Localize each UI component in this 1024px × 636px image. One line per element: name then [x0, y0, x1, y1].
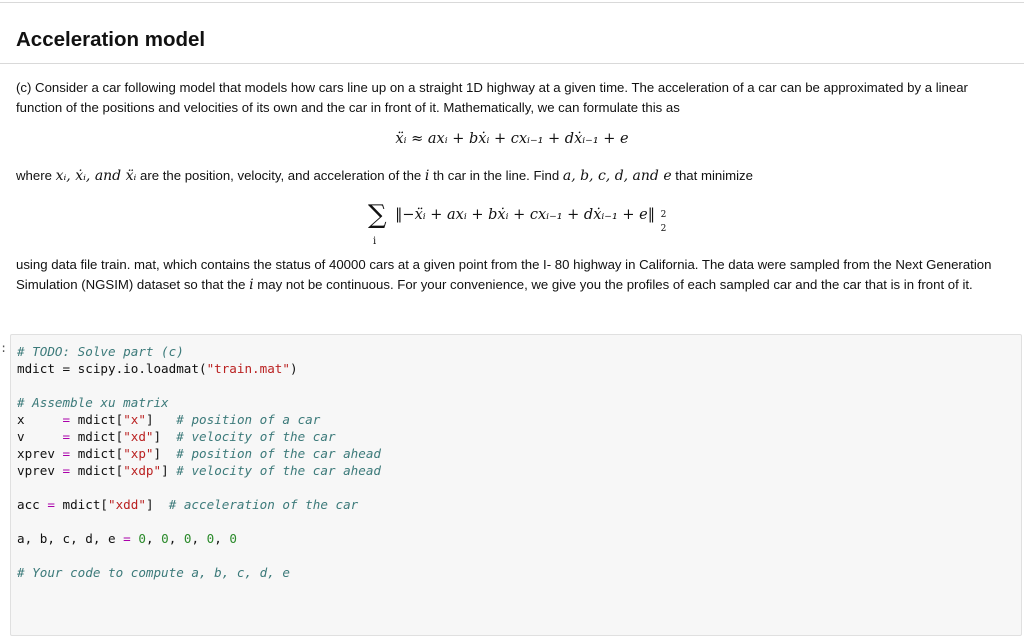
sum-index: i [373, 236, 377, 247]
equation-objective-text: ‖−ẍᵢ + axᵢ + bẋᵢ + cxᵢ₋₁ + dẋᵢ₋₁ + e‖ [395, 207, 655, 223]
variables-math: xᵢ, ẋᵢ, and ẍᵢ [55, 168, 137, 184]
assign-row: v = mdict["xd"] # velocity of the car [17, 429, 336, 444]
intro-paragraph: (c) Consider a car following model that models how cars line up on a straight 1D highway at a given time. The acceleration of a car can be approximated by a linear function of the positions and velocities of its own and the car in front of it. Mathematically, we can formulate this as [16, 80, 968, 115]
dataset-paragraph: using data file train. mat, which contains the status of 40000 cars at a given point from the I- 80 highway in California. The data were sampled from the Next Generation Simulation (NGSIM) dataset so that the i may not be continuous. For your convenience, we give you the profiles of each sampled car and the car that is in front of it. [16, 257, 992, 293]
code-editor[interactable]: # TODO: Solve part (c) mdict = scipy.io.loadmat("train.mat") # Assemble xu matrix x = mdict["x"] # position of a car v = mdict["xd"] # velocity of the car xprev = mdict["xp"] # position of the car ahead vprev = mdict["xdp"] # velocity of the car ahead acc = mdict["xdd"] # acceleration of the car a, b, c, d, e = 0, 0, 0, 0, 0 # Your code to compute a, b, c, d, e [17, 344, 382, 580]
parameters-math: a, b, c, d, and e [562, 168, 672, 184]
equation-model [0, 131, 1024, 147]
norm-order: 2 [660, 224, 667, 234]
acc-row: acc = mdict["xdd"] # acceleration of the car [17, 497, 359, 512]
comment-compute: # Your code to compute a, b, c, d, e [17, 565, 290, 580]
equation-objective [368, 196, 670, 247]
train-file-string: "train.mat" [206, 361, 290, 376]
init-row: a, b, c, d, e = 0, 0, 0, 0, 0 [17, 531, 238, 546]
assign-row: xprev = mdict["xp"] # position of the car ahead [17, 446, 382, 461]
equation-model-text: ẍᵢ ≈ axᵢ + bẋᵢ + cxᵢ₋₁ + dẋᵢ₋₁ + e [395, 131, 629, 147]
cell-prompt-marker: : [0, 342, 8, 356]
top-divider [0, 2, 1024, 3]
comment-assemble: # Assemble xu matrix [17, 395, 169, 410]
norm-power: 2 [660, 210, 667, 220]
heading-divider [0, 63, 1024, 64]
comment-todo: # TODO: Solve part (c) [17, 344, 184, 359]
assign-row: x = mdict["x"] # position of a car [17, 412, 321, 427]
code-cell[interactable] [10, 334, 1022, 636]
section-heading: Acceleration model [16, 28, 206, 51]
sum-symbol: ∑ i [368, 200, 387, 247]
assign-row: vprev = mdict["xdp"] # velocity of the car ahead [17, 463, 382, 478]
variables-paragraph: where xᵢ, ẋᵢ, and ẍᵢ are the position, velocity, and acceleration of the i th car in the line. Find a, b, c, d, and e that minimize [16, 168, 753, 184]
